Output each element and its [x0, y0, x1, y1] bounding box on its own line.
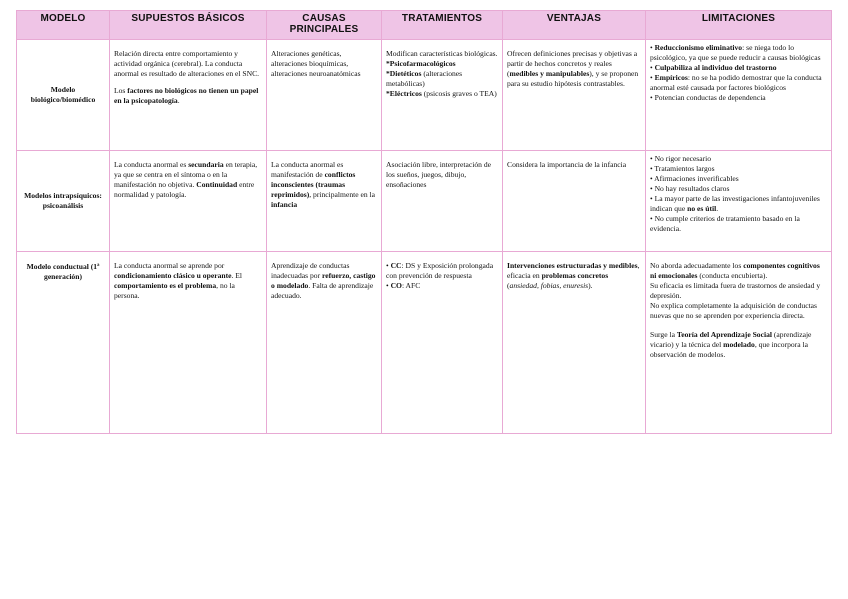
list-item: • La mayor parte de las investigaciones infantojuveniles indican que no es útil. — [650, 194, 827, 214]
list-item: • CC: DS y Exposición prolongada con prevención de respuesta — [386, 261, 498, 281]
list-item: • No hay resultados claros — [650, 184, 827, 194]
cell-ventajas: Considera la importancia de la infancia — [503, 151, 646, 252]
tratamientos-list — [386, 261, 498, 291]
cell-limitaciones — [646, 40, 832, 151]
list-item: • No cumple criterios de tratamiento basado en la evidencia. — [650, 214, 827, 234]
table-row — [17, 252, 832, 434]
cell-causas: La conducta anormal es manifestación de conflictos inconscientes (traumas reprimidos), principalmente en la infancia — [267, 151, 382, 252]
limitaciones-list — [650, 154, 827, 234]
cell-ventajas: Intervenciones estructuradas y medibles, eficacia en problemas concretos (ansiedad, fobias, enuresis). — [503, 252, 646, 434]
list-item: • Culpabiliza al individuo del trastorno — [650, 63, 827, 73]
comparison-table — [16, 10, 832, 434]
table-row — [17, 151, 832, 252]
cell-supuestos: La conducta anormal se aprende por condicionamiento clásico u operante. El comportamiento es el problema, no la persona. — [110, 252, 267, 434]
cell-causas: Aprendizaje de conductas inadecuadas por refuerzo, castigo o modelado. Falta de aprendizaje adecuado. — [267, 252, 382, 434]
header-tratamientos: TRATAMIENTOS — [382, 11, 503, 40]
cell-ventajas: Ofrecen definiciones precisas y objetivas a partir de hechos concretos y reales (medibles y manipulables), y se proponen para su estudio hipótesis contrastables. — [503, 40, 646, 151]
cell-tratamientos — [382, 252, 503, 434]
cell-causas: Alteraciones genéticas, alteraciones bioquímicas, alteraciones neuroanatómicas — [267, 40, 382, 151]
header-causas: CAUSAS PRINCIPALES — [267, 11, 382, 40]
cell-supuestos: Relación directa entre comportamiento y actividad orgánica (cerebral). La conducta anormal es resultado de alteraciones en el SNC. Los factores no biológicos no tienen un papel en la psicopatología. — [110, 40, 267, 151]
cell-supuestos: La conducta anormal es secundaria en terapia, ya que se centra en el síntoma o en la manifestación no objetiva. Continuidad entre normalidad y patología. — [110, 151, 267, 252]
table-row — [17, 40, 832, 151]
cell-tratamientos: Asociación libre, interpretación de los sueños, juegos, dibujo, ensoñaciones — [382, 151, 503, 252]
header-limitaciones: LIMITACIONES — [646, 11, 832, 40]
header-row — [17, 11, 832, 40]
list-item: • Potencian conductas de dependencia — [650, 93, 827, 103]
cell-modelo: Modelo conductual (1ª generación) — [17, 252, 110, 434]
list-item: • Afirmaciones inverificables — [650, 174, 827, 184]
header-ventajas: VENTAJAS — [503, 11, 646, 40]
cell-limitaciones — [646, 151, 832, 252]
cell-modelo: Modelos intrapsíquicos: psicoanálisis — [17, 151, 110, 252]
header-supuestos: SUPUESTOS BÁSICOS — [110, 11, 267, 40]
comparison-table-container — [16, 10, 831, 434]
header-modelo: MODELO — [17, 11, 110, 40]
list-item: • Reduccionismo eliminativo: se niega todo lo psicológico, ya que se puede reducir a causas biológicas — [650, 43, 827, 63]
limitaciones-list — [650, 43, 827, 103]
cell-modelo: Modelo biológico/biomédico — [17, 40, 110, 151]
cell-limitaciones: No aborda adecuadamente los componentes cognitivos ni emocionales (conducta encubierta). Su eficacia es limitada fuera de trastornos de ansiedad y depresión. No explica completamente la adquisición de conductas nuevas que no se aprenden por experiencia directa. Surge la Teoría del Aprendizaje Social (aprendizaje vicario) y la técnica del modelado, que incorpora la observación de modelos. — [646, 252, 832, 434]
cell-tratamientos: Modifican características biológicas. *Psicofarmacológicos *Dietéticos (alteraciones metabólicas) *Eléctricos (psicosis graves o TEA) — [382, 40, 503, 151]
list-item: • No rigor necesario — [650, 154, 827, 164]
list-item: • CO: AFC — [386, 281, 498, 291]
list-item: • Empíricos: no se ha podido demostrar que la conducta anormal esté causada por factores biológicos — [650, 73, 827, 93]
list-item: • Tratamientos largos — [650, 164, 827, 174]
